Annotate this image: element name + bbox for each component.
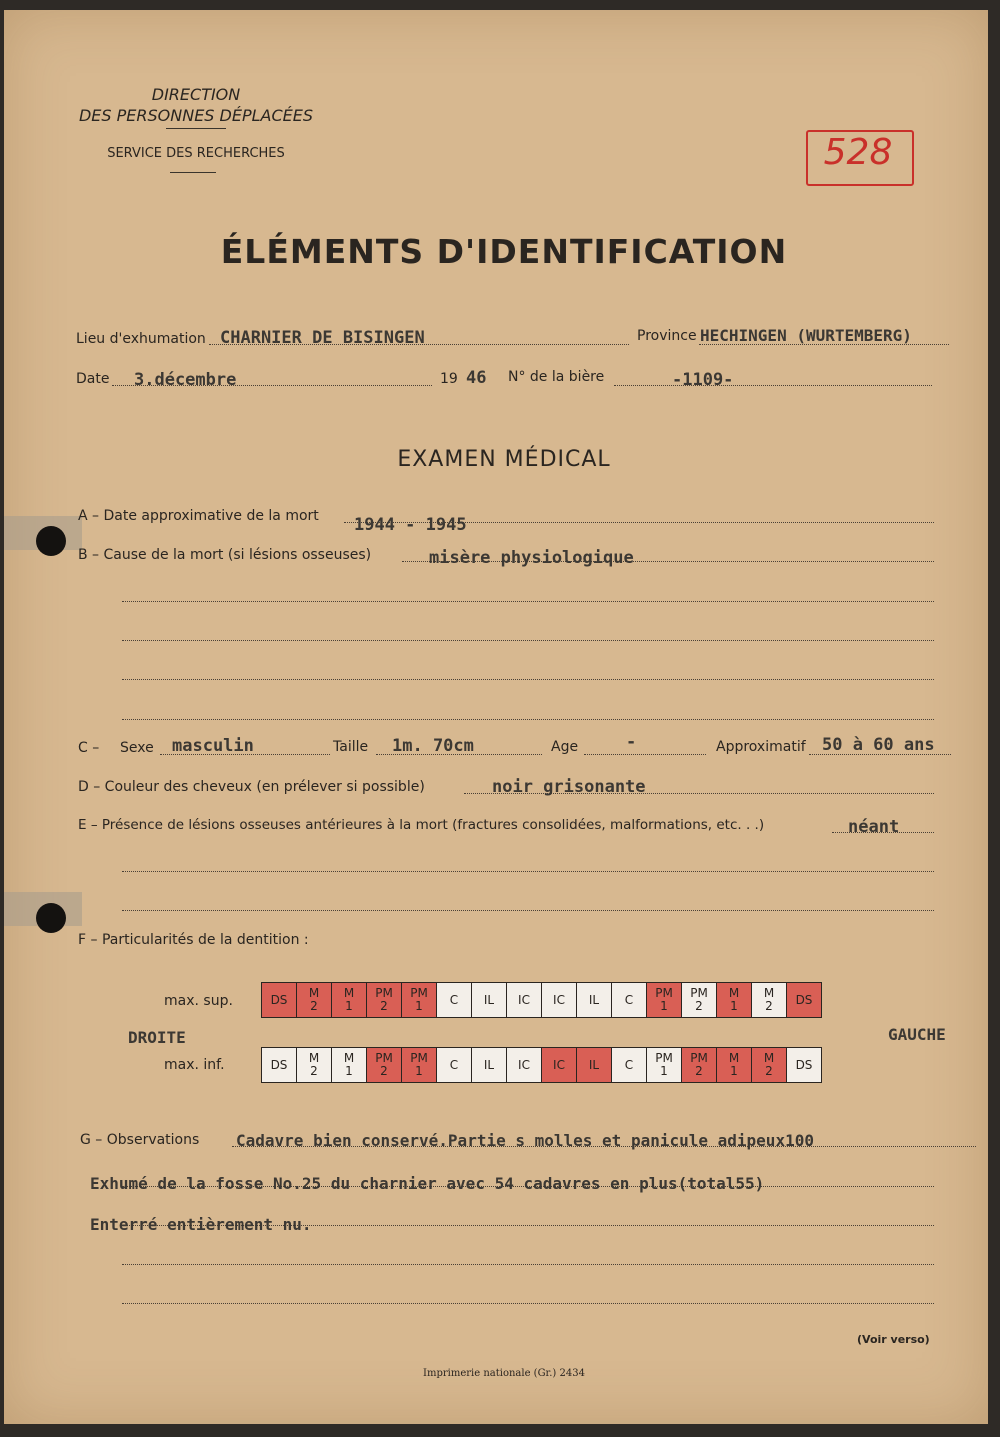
province-label: Province xyxy=(637,328,697,344)
tooth-code: M xyxy=(763,1051,775,1065)
tooth-code: IL xyxy=(588,992,600,1007)
lower-tooth-10 xyxy=(576,1047,612,1083)
tooth-number: 2 xyxy=(310,1064,318,1078)
lower-tooth-2 xyxy=(296,1047,332,1083)
tooth-number: 1 xyxy=(660,1064,668,1078)
droite-label: DROITE xyxy=(128,1028,186,1047)
tooth-number: 1 xyxy=(730,999,738,1013)
tooth-code: IL xyxy=(588,1057,600,1072)
lower-tooth-4 xyxy=(366,1047,402,1083)
field-e-line-2 xyxy=(122,871,934,872)
tooth-code: M xyxy=(343,1051,355,1065)
province-value: HECHINGEN (WURTEMBERG) xyxy=(700,326,912,345)
tooth-code: M xyxy=(728,986,740,1000)
field-b-line-4 xyxy=(122,679,934,680)
tooth-code: PM xyxy=(410,986,428,1000)
observations-text-3: Enterré entièrement nu. xyxy=(90,1215,312,1234)
tooth-code: M xyxy=(728,1051,740,1065)
service-divider xyxy=(170,172,216,173)
field-f-label: F – Particularités de la dentition : xyxy=(78,932,309,948)
lower-tooth-15 xyxy=(751,1047,787,1083)
tooth-code: IL xyxy=(483,992,495,1007)
upper-tooth-1 xyxy=(261,982,297,1018)
approx-value: 50 à 60 ans xyxy=(822,735,935,755)
tooth-code: PM xyxy=(690,1051,708,1065)
upper-tooth-14 xyxy=(716,982,752,1018)
field-b-line-3 xyxy=(122,640,934,641)
tooth-code: C xyxy=(624,992,634,1007)
tooth-code: M xyxy=(308,986,320,1000)
upper-tooth-7 xyxy=(471,982,507,1018)
tooth-code: DS xyxy=(795,992,813,1007)
tooth-code: M xyxy=(763,986,775,1000)
observations-text-2: Exhumé de la fosse No.25 du charnier avec 54 cadavres en plus(total55) xyxy=(90,1174,765,1193)
lower-tooth-9 xyxy=(541,1047,577,1083)
tooth-number: 2 xyxy=(380,999,388,1013)
tooth-code: DS xyxy=(270,1057,288,1072)
tooth-code: C xyxy=(449,1057,459,1072)
tooth-number: 2 xyxy=(695,1064,703,1078)
lieu-value: CHARNIER DE BISINGEN xyxy=(220,328,425,348)
upper-tooth-13 xyxy=(681,982,717,1018)
age-value: - xyxy=(626,732,637,752)
taille-value: 1m. 70cm xyxy=(392,736,474,756)
upper-tooth-10 xyxy=(576,982,612,1018)
taille-label: Taille xyxy=(333,739,369,755)
direction-line1: DIRECTION xyxy=(151,85,241,104)
age-line xyxy=(584,754,706,755)
lower-tooth-14 xyxy=(716,1047,752,1083)
field-a-label: A – Date approximative de la mort xyxy=(78,508,319,524)
age-label: Age xyxy=(551,739,579,755)
field-b-label: B – Cause de la mort (si lésions osseuses) xyxy=(78,547,372,563)
header-direction xyxy=(66,84,326,126)
max-inf-label: max. inf. xyxy=(164,1057,225,1073)
header-divider xyxy=(166,128,226,129)
observations-line-4 xyxy=(122,1264,934,1265)
observations-text-1: Cadavre bien conservé.Partie s molles et panicule adipeux100 xyxy=(236,1131,814,1150)
biere-line xyxy=(614,385,932,386)
lower-tooth-12 xyxy=(646,1047,682,1083)
year-suffix: 46 xyxy=(466,368,487,388)
lower-tooth-8 xyxy=(506,1047,542,1083)
tooth-code: IC xyxy=(518,1057,530,1072)
sexe-value: masculin xyxy=(172,736,254,756)
field-d-label: D – Couleur des cheveux (en prélever si possible) xyxy=(78,779,425,795)
lower-tooth-6 xyxy=(436,1047,472,1083)
upper-tooth-9 xyxy=(541,982,577,1018)
tooth-number: 1 xyxy=(415,999,423,1013)
tooth-code: PM xyxy=(690,986,708,1000)
date-value: 3.décembre xyxy=(134,370,237,390)
field-e-line-3 xyxy=(122,910,934,911)
tooth-code: M xyxy=(343,986,355,1000)
lower-tooth-3 xyxy=(331,1047,367,1083)
tooth-code: DS xyxy=(270,992,288,1007)
lower-tooth-11 xyxy=(611,1047,647,1083)
upper-tooth-2 xyxy=(296,982,332,1018)
tooth-code: PM xyxy=(655,986,673,1000)
field-b-value: misère physiologique xyxy=(429,548,634,568)
tooth-number: 1 xyxy=(345,999,353,1013)
upper-jaw-chart xyxy=(262,982,822,1018)
upper-tooth-3 xyxy=(331,982,367,1018)
biere-label: N° de la bière xyxy=(508,369,605,385)
gauche-label: GAUCHE xyxy=(888,1025,946,1044)
tooth-code: IC xyxy=(553,1057,565,1072)
lower-tooth-16 xyxy=(786,1047,822,1083)
field-a-value: 1944 - 1945 xyxy=(354,515,467,535)
max-sup-label: max. sup. xyxy=(164,993,233,1009)
tooth-code: C xyxy=(449,992,459,1007)
upper-tooth-6 xyxy=(436,982,472,1018)
tooth-number: 1 xyxy=(345,1064,353,1078)
tooth-code: PM xyxy=(375,1051,393,1065)
tooth-number: 2 xyxy=(695,999,703,1013)
direction-line2: DES PERSONNES DÉPLACÉES xyxy=(78,106,314,125)
upper-tooth-11 xyxy=(611,982,647,1018)
tooth-code: PM xyxy=(375,986,393,1000)
field-d-value: noir grisonante xyxy=(492,777,646,797)
year-prefix: 19 xyxy=(440,371,458,387)
upper-tooth-5 xyxy=(401,982,437,1018)
punch-hole-upper xyxy=(36,526,66,556)
tooth-code: PM xyxy=(655,1051,673,1065)
field-b-line-5 xyxy=(122,719,934,720)
date-label: Date xyxy=(76,371,110,387)
lower-tooth-1 xyxy=(261,1047,297,1083)
biere-value: -1109- xyxy=(672,370,734,390)
tooth-code: IC xyxy=(518,992,530,1007)
form-sheet xyxy=(4,10,988,1424)
tooth-code: DS xyxy=(795,1057,813,1072)
section-title: EXAMEN MÉDICAL xyxy=(397,447,611,472)
lieu-label: Lieu d'exhumation xyxy=(76,331,206,347)
tooth-code: C xyxy=(624,1057,634,1072)
lower-tooth-13 xyxy=(681,1047,717,1083)
lower-tooth-5 xyxy=(401,1047,437,1083)
tooth-number: 1 xyxy=(415,1064,423,1078)
upper-tooth-16 xyxy=(786,982,822,1018)
tooth-number: 2 xyxy=(310,999,318,1013)
observations-line-5 xyxy=(122,1303,934,1304)
upper-tooth-8 xyxy=(506,982,542,1018)
verso-note: (Voir verso) xyxy=(857,1333,930,1346)
punch-hole-lower xyxy=(36,903,66,933)
tooth-code: M xyxy=(308,1051,320,1065)
upper-tooth-12 xyxy=(646,982,682,1018)
observations-label: G – Observations xyxy=(80,1132,200,1148)
tooth-number: 2 xyxy=(765,1064,773,1078)
approx-label: Approximatif xyxy=(716,739,806,755)
upper-tooth-15 xyxy=(751,982,787,1018)
tooth-number: 1 xyxy=(660,999,668,1013)
printer-imprint: Imprimerie nationale (Gr.) 2434 xyxy=(423,1368,585,1379)
tooth-number: 2 xyxy=(380,1064,388,1078)
tooth-number: 2 xyxy=(765,999,773,1013)
field-b-line-2 xyxy=(122,601,934,602)
sexe-label: Sexe xyxy=(120,740,154,756)
file-number: 528 xyxy=(823,132,893,173)
page-title: ÉLÉMENTS D'IDENTIFICATION xyxy=(220,232,788,271)
service-name: SERVICE DES RECHERCHES xyxy=(107,146,285,161)
lower-jaw-chart xyxy=(262,1047,822,1083)
field-e-label: E – Présence de lésions osseuses antérieures à la mort (fractures consolidées, malformations, etc. . .) xyxy=(78,817,765,833)
lower-tooth-7 xyxy=(471,1047,507,1083)
tooth-code: PM xyxy=(410,1051,428,1065)
tooth-code: IC xyxy=(553,992,565,1007)
upper-tooth-4 xyxy=(366,982,402,1018)
field-e-value: néant xyxy=(848,817,900,837)
field-c-prefix: C – xyxy=(78,740,100,756)
tooth-number: 1 xyxy=(730,1064,738,1078)
tooth-code: IL xyxy=(483,1057,495,1072)
